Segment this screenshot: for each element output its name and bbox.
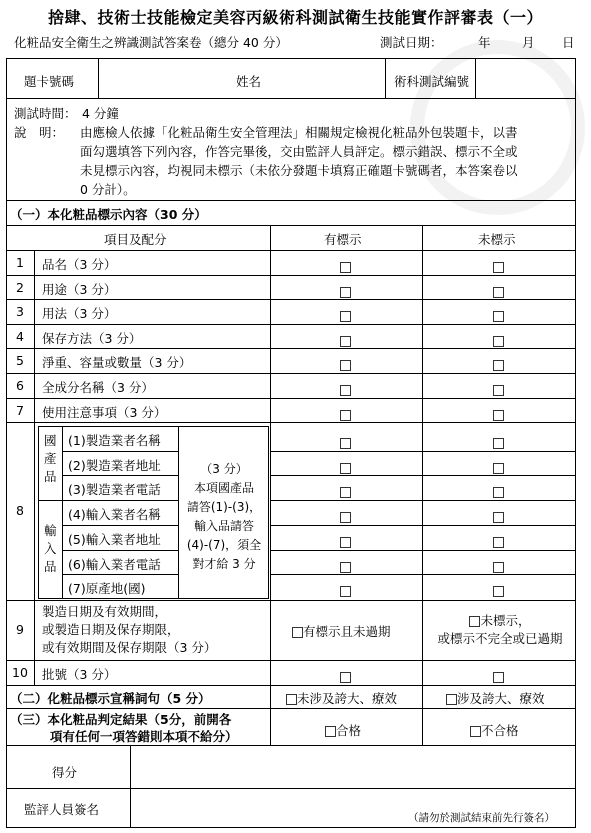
col-no-header: 未標示 [478, 232, 516, 247]
row8-sub-item: (2)製造業者地址 [68, 457, 161, 473]
domestic-label: 國產品 [44, 433, 57, 484]
no-checkbox[interactable] [493, 581, 504, 600]
yes-checkbox[interactable] [340, 331, 351, 350]
section2-opt1-text: 未涉及誇大、療效 [297, 691, 398, 706]
row8-sub-item: (5)輸入業者地址 [68, 531, 161, 547]
section3-fail[interactable] [470, 721, 519, 739]
checkbox[interactable] [470, 726, 481, 737]
day-label: 日 [562, 35, 575, 50]
row-number: 2 [16, 279, 24, 295]
yes-checkbox[interactable] [340, 581, 351, 600]
section3-title-line: 項有任何一項答錯則本項不給分） [50, 729, 238, 744]
row-number: 3 [16, 304, 24, 320]
desc-line: 未見標示內容，均視同未標示（未依分發題卡填寫正確題卡號碼者，本答案卷以 [80, 163, 518, 178]
yes-checkbox[interactable] [292, 627, 303, 638]
col-item-header: 項目及配分 [104, 232, 167, 247]
test-date-label: 測試日期： [380, 35, 443, 50]
yes-checkbox[interactable] [340, 667, 351, 686]
row-label: 品名（3 分） [42, 257, 117, 272]
no-checkbox[interactable] [493, 355, 504, 374]
row8-sub-item: (1)製造業者名稱 [68, 433, 161, 448]
note-line: 本項國產品 [193, 481, 254, 495]
time-label: 測試時間： [14, 106, 77, 121]
yes-checkbox[interactable] [340, 257, 351, 276]
row8-sub-item: (6)輸入業者電話 [68, 556, 161, 572]
no-checkbox[interactable] [493, 405, 504, 424]
desc-line: 0 分計）。 [80, 182, 136, 197]
row-label: 全成分名稱（3 分） [42, 380, 154, 395]
row-label: 用法（3 分） [42, 306, 117, 322]
checkbox[interactable] [286, 694, 297, 705]
row-label: 保存方法（3 分） [42, 330, 142, 346]
no-checkbox[interactable] [493, 306, 504, 325]
section2-title: （二）化粧品標示宣稱詞句（5 分） [10, 691, 211, 706]
row10-number: 10 [12, 665, 28, 680]
row8-number: 8 [16, 503, 24, 518]
col-yes-header: 有標示 [324, 232, 362, 247]
no-checkbox[interactable] [493, 482, 504, 501]
section3-pass[interactable] [325, 721, 361, 739]
desc-line: 面勾選填答下列內容，作答完畢後，交由監評人員評定。標示錯誤、標示不全或 [80, 144, 518, 159]
checkbox[interactable] [325, 726, 336, 737]
row9-label-line: 或有效期間及保存期限（3 分） [42, 640, 217, 655]
month-label: 月 [522, 35, 535, 50]
yes-checkbox[interactable] [340, 482, 351, 501]
yes-checkbox[interactable] [340, 557, 351, 576]
score-label: 得分 [52, 765, 78, 780]
yes-checkbox[interactable] [340, 458, 351, 477]
row8-sub-item: (4)輸入業者名稱 [68, 507, 161, 523]
no-checkbox[interactable] [493, 257, 504, 276]
imported-label: 輸入品 [44, 523, 57, 574]
checkbox[interactable] [446, 694, 457, 705]
note-line: 對才給 3 分 [192, 557, 256, 571]
row8-sub-item: (7)原產地(國) [68, 581, 146, 597]
no-checkbox[interactable] [493, 433, 504, 452]
section2-opt2[interactable] [446, 689, 545, 707]
row10-label: 批號（3 分） [42, 667, 117, 682]
no-checkbox[interactable] [469, 616, 480, 627]
section3-title [10, 711, 238, 745]
no-checkbox[interactable] [493, 667, 504, 686]
row-number: 1 [16, 255, 24, 270]
row9-no-option[interactable] [426, 612, 574, 648]
row9-number: 9 [16, 622, 24, 637]
no-checkbox[interactable] [493, 532, 504, 551]
note-line: (4)-(7)，須全 [186, 538, 262, 552]
row-number: 5 [16, 353, 24, 369]
page-subtitle: 化粧品安全衛生之辨識測試答案卷（總分 40 分） [14, 35, 288, 50]
row9-label [42, 603, 216, 657]
note-line: 請答(1)-(3)， [186, 500, 262, 514]
row-number: 7 [16, 402, 24, 418]
row9-no-text: 未標示， [480, 613, 531, 628]
row8-sub-item: (3)製造業者電話 [68, 482, 161, 498]
row9-label-line: 製造日期及有效期間， [42, 604, 168, 619]
row-label: 使用注意事項（3 分） [42, 404, 167, 420]
page-title: 捨肆、技術士技能檢定美容丙級術科測試衛生技能實作評審表（一） [47, 8, 543, 27]
section1-title: （一）本化粧品標示內容（30 分） [10, 207, 207, 222]
no-checkbox[interactable] [493, 557, 504, 576]
no-checkbox[interactable] [493, 331, 504, 350]
signature-note: （請勿於測試結束前先行簽名） [408, 812, 555, 824]
yes-checkbox[interactable] [340, 405, 351, 424]
fail-text: 不合格 [481, 723, 519, 738]
row9-yes-text: 有標示且未過期 [303, 624, 391, 639]
exam-no-label: 術科測試編號 [394, 74, 470, 89]
name-label: 姓名 [236, 74, 262, 89]
no-checkbox[interactable] [493, 458, 504, 477]
note-line: 輸入品請答 [193, 519, 254, 533]
row9-label-line: 或製造日期及保存期限， [42, 622, 180, 637]
no-checkbox[interactable] [493, 282, 504, 301]
row9-yes-option[interactable] [292, 622, 391, 640]
row-label: 淨重、容量或數量（3 分） [42, 355, 192, 371]
card-no-label: 題卡號碼 [24, 74, 75, 89]
pass-text: 合格 [336, 723, 362, 738]
signature-label: 監評人員簽名 [24, 802, 100, 817]
yes-checkbox[interactable] [340, 355, 351, 374]
desc-label: 說 明： [14, 125, 65, 140]
yes-checkbox[interactable] [340, 380, 351, 399]
no-checkbox[interactable] [493, 507, 504, 526]
section2-opt1[interactable] [286, 689, 397, 707]
yes-checkbox[interactable] [340, 433, 351, 452]
section3-title-line: （三）本化粧品判定結果（5分，前開各 [10, 712, 232, 727]
yes-checkbox[interactable] [340, 507, 351, 526]
note-line: （3 分） [200, 462, 248, 476]
no-checkbox[interactable] [493, 380, 504, 399]
yes-checkbox[interactable] [340, 532, 351, 551]
row9-no-text: 或標示不完全或已過期 [437, 631, 563, 646]
time-value: 4 分鐘 [82, 106, 119, 121]
yes-checkbox[interactable] [340, 282, 351, 301]
yes-checkbox[interactable] [340, 306, 351, 325]
row-label: 用途（3 分） [42, 281, 117, 297]
row8-note [180, 460, 268, 574]
row-number: 6 [16, 378, 24, 393]
row-number: 4 [16, 328, 24, 344]
section2-opt2-text: 涉及誇大、療效 [457, 691, 545, 706]
year-label: 年 [478, 35, 491, 50]
desc-line: 由應檢人依據「化粧品衛生安全管理法」相關規定檢視化粧品外包裝題卡，以書 [80, 125, 518, 140]
